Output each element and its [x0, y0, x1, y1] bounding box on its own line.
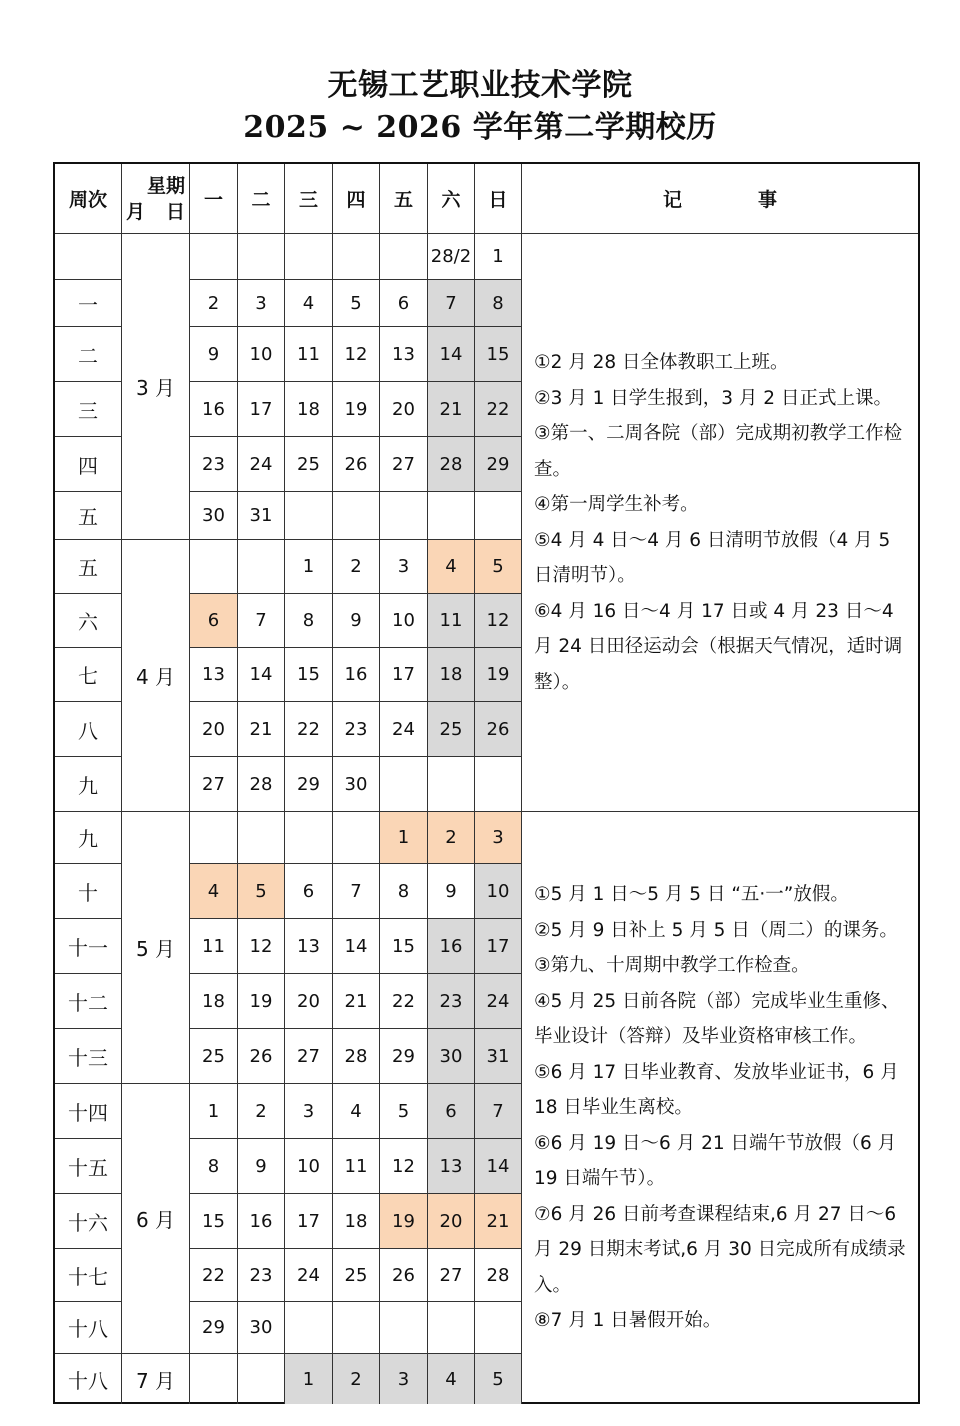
date-cell-mon: 18	[190, 974, 238, 1029]
date-cell-fri: 19	[380, 1194, 428, 1249]
date-cell-mon	[190, 1354, 238, 1404]
date-cell-wed: 29	[285, 757, 333, 812]
date-cell-thu: 5	[333, 280, 380, 327]
date-cell-wed: 20	[285, 974, 333, 1029]
date-cell-thu	[333, 1302, 380, 1354]
date-cell-sun: 24	[475, 974, 522, 1029]
header-corner-cell	[122, 164, 190, 234]
date-cell-fri: 1	[380, 812, 428, 864]
date-cell-thu: 7	[333, 864, 380, 919]
date-cell-sat: 2	[428, 812, 475, 864]
date-cell-thu: 25	[333, 1249, 380, 1302]
week-number-cell	[55, 234, 122, 280]
memo-note-item: ④第一周学生补考。	[534, 494, 699, 515]
memo-note-item: ⑦6 月 26 日前考查课程结束,6 月 27 日～6 月 29 日期末考试,6 月 30 日完成所有成绩录入。	[534, 1203, 906, 1296]
memo-note-item: ⑧7 月 1 日暑假开始。	[534, 1310, 722, 1332]
week-number-cell: 五	[55, 540, 122, 594]
date-cell-fri	[380, 1302, 428, 1354]
semester-calendar-title: 2025 ~ 2026 学年第二学期校历	[243, 110, 717, 145]
date-cell-mon	[190, 812, 238, 864]
week-number-cell: 十六	[55, 1194, 122, 1249]
date-cell-sun	[475, 757, 522, 812]
date-cell-tue: 12	[238, 919, 285, 974]
date-cell-sun: 29	[475, 437, 522, 492]
date-cell-tue: 16	[238, 1194, 285, 1249]
date-cell-tue: 19	[238, 974, 285, 1029]
date-cell-sat: 30	[428, 1029, 475, 1084]
date-cell-mon: 23	[190, 437, 238, 492]
date-cell-thu: 12	[333, 327, 380, 382]
date-cell-mon: 4	[190, 864, 238, 919]
date-cell-wed	[285, 812, 333, 864]
date-cell-thu: 14	[333, 919, 380, 974]
date-cell-fri: 29	[380, 1029, 428, 1084]
date-cell-wed: 1	[285, 540, 333, 594]
header-weekday-label: 星期	[146, 174, 185, 197]
week-number-cell: 八	[55, 702, 122, 757]
date-cell-thu: 21	[333, 974, 380, 1029]
date-cell-wed: 6	[285, 864, 333, 919]
date-cell-tue: 7	[238, 594, 285, 648]
date-cell-fri: 6	[380, 280, 428, 327]
week-number-cell: 九	[55, 812, 122, 864]
date-cell-sat	[428, 492, 475, 540]
date-cell-sun: 5	[475, 540, 522, 594]
date-cell-tue: 23	[238, 1249, 285, 1302]
header-week-column: 周次	[55, 164, 122, 234]
header-memo-char-1: 记	[662, 189, 682, 211]
date-cell-fri: 24	[380, 702, 428, 757]
date-cell-tue: 9	[238, 1139, 285, 1194]
memo-notes-block	[522, 812, 918, 1404]
date-cell-wed: 18	[285, 382, 333, 437]
month-label-cell: 3 月	[122, 234, 190, 540]
date-cell-wed: 3	[285, 1084, 333, 1139]
date-cell-sun: 22	[475, 382, 522, 437]
date-cell-sat: 28	[428, 437, 475, 492]
date-cell-tue: 26	[238, 1029, 285, 1084]
date-cell-wed	[285, 234, 333, 280]
date-cell-wed: 22	[285, 702, 333, 757]
date-cell-fri	[380, 757, 428, 812]
date-cell-fri	[380, 234, 428, 280]
date-cell-mon: 29	[190, 1302, 238, 1354]
memo-note-item: ①2 月 28 日全体教职工上班。	[534, 352, 789, 373]
date-cell-tue: 17	[238, 382, 285, 437]
date-cell-mon	[190, 234, 238, 280]
date-cell-sun	[475, 492, 522, 540]
header-day-wed: 三	[285, 164, 333, 234]
week-number-cell: 七	[55, 648, 122, 702]
date-cell-sat: 23	[428, 974, 475, 1029]
week-number-cell: 三	[55, 382, 122, 437]
date-cell-fri: 15	[380, 919, 428, 974]
date-cell-sun: 14	[475, 1139, 522, 1194]
date-cell-sat	[428, 1302, 475, 1354]
date-cell-sat: 25	[428, 702, 475, 757]
date-cell-mon: 13	[190, 648, 238, 702]
header-day-sun: 日	[475, 164, 522, 234]
date-cell-mon: 25	[190, 1029, 238, 1084]
date-cell-thu: 16	[333, 648, 380, 702]
date-cell-mon: 15	[190, 1194, 238, 1249]
week-number-cell: 四	[55, 437, 122, 492]
date-cell-mon: 6	[190, 594, 238, 648]
date-cell-tue: 28	[238, 757, 285, 812]
date-cell-tue	[238, 812, 285, 864]
date-cell-mon: 1	[190, 1084, 238, 1139]
date-cell-sun: 3	[475, 812, 522, 864]
memo-note-item: ④5 月 25 日前各院（部）完成毕业生重修、毕业设计（答辩）及毕业资格审核工作。	[534, 990, 900, 1048]
date-cell-sun	[475, 1302, 522, 1354]
memo-notes-block	[522, 234, 918, 812]
header-day-fri: 五	[380, 164, 428, 234]
date-cell-thu: 2	[333, 1354, 380, 1404]
date-cell-fri: 22	[380, 974, 428, 1029]
date-cell-sat	[428, 757, 475, 812]
date-cell-sun: 8	[475, 280, 522, 327]
date-cell-mon	[190, 540, 238, 594]
week-number-cell: 十八	[55, 1302, 122, 1354]
date-cell-wed: 1	[285, 1354, 333, 1404]
memo-note-item: ②5 月 9 日补上 5 月 5 日（周二）的课务。	[534, 919, 898, 941]
date-cell-sun: 1	[475, 234, 522, 280]
date-cell-wed: 17	[285, 1194, 333, 1249]
date-cell-tue	[238, 1354, 285, 1404]
week-number-cell: 六	[55, 594, 122, 648]
header-day-tue: 二	[238, 164, 285, 234]
date-cell-fri: 10	[380, 594, 428, 648]
date-cell-thu: 18	[333, 1194, 380, 1249]
week-number-cell: 十	[55, 864, 122, 919]
date-cell-tue: 24	[238, 437, 285, 492]
memo-note-item: ③第一、二周各院（部）完成期初教学工作检查。	[534, 423, 903, 480]
date-cell-tue: 31	[238, 492, 285, 540]
date-cell-wed	[285, 1302, 333, 1354]
date-cell-thu: 11	[333, 1139, 380, 1194]
date-cell-mon: 30	[190, 492, 238, 540]
week-number-cell: 十四	[55, 1084, 122, 1139]
date-cell-sun: 21	[475, 1194, 522, 1249]
date-cell-thu	[333, 812, 380, 864]
date-cell-thu: 26	[333, 437, 380, 492]
date-cell-thu: 23	[333, 702, 380, 757]
date-cell-sat: 16	[428, 919, 475, 974]
month-label-cell: 4 月	[122, 540, 190, 812]
date-cell-wed: 27	[285, 1029, 333, 1084]
date-cell-wed	[285, 492, 333, 540]
date-cell-mon: 20	[190, 702, 238, 757]
date-cell-fri: 20	[380, 382, 428, 437]
date-cell-tue: 2	[238, 1084, 285, 1139]
date-cell-sun: 10	[475, 864, 522, 919]
date-cell-sat: 18	[428, 648, 475, 702]
week-number-cell: 十三	[55, 1029, 122, 1084]
date-cell-tue: 14	[238, 648, 285, 702]
week-number-cell: 九	[55, 757, 122, 812]
week-number-cell: 十五	[55, 1139, 122, 1194]
date-cell-sun: 7	[475, 1084, 522, 1139]
date-cell-sat: 6	[428, 1084, 475, 1139]
memo-note-item: ⑥4 月 16 日～4 月 17 日或 4 月 23 日～4 月 24 日田径运动会（根据天气情况，适时调整）。	[534, 600, 903, 693]
header-memo-char-2: 事	[758, 189, 778, 211]
date-cell-fri: 13	[380, 327, 428, 382]
header-day-mon: 一	[190, 164, 238, 234]
date-cell-sat: 20	[428, 1194, 475, 1249]
date-cell-tue: 5	[238, 864, 285, 919]
date-cell-thu: 30	[333, 757, 380, 812]
date-cell-fri: 3	[380, 1354, 428, 1404]
date-cell-thu: 2	[333, 540, 380, 594]
header-day-thu: 四	[333, 164, 380, 234]
date-cell-mon: 11	[190, 919, 238, 974]
date-cell-sun: 26	[475, 702, 522, 757]
date-cell-thu: 9	[333, 594, 380, 648]
date-cell-sat: 13	[428, 1139, 475, 1194]
memo-note-item: ⑤4 月 4 日～4 月 6 日清明节放假（4 月 5 日清明节）。	[534, 529, 891, 586]
date-cell-sat: 21	[428, 382, 475, 437]
date-cell-fri: 12	[380, 1139, 428, 1194]
date-cell-sat: 9	[428, 864, 475, 919]
date-cell-fri: 27	[380, 437, 428, 492]
date-cell-sun: 31	[475, 1029, 522, 1084]
date-cell-wed: 10	[285, 1139, 333, 1194]
date-cell-sat: 4	[428, 540, 475, 594]
week-number-cell: 五	[55, 492, 122, 540]
week-number-cell: 十二	[55, 974, 122, 1029]
date-cell-wed: 15	[285, 648, 333, 702]
date-cell-wed: 11	[285, 327, 333, 382]
date-cell-mon: 27	[190, 757, 238, 812]
date-cell-wed: 25	[285, 437, 333, 492]
header-month-label: 月	[126, 200, 146, 223]
date-cell-thu: 19	[333, 382, 380, 437]
date-cell-fri: 3	[380, 540, 428, 594]
date-cell-sun: 5	[475, 1354, 522, 1404]
date-cell-thu	[333, 492, 380, 540]
memo-note-item: ②3 月 1 日学生报到，3 月 2 日正式上课。	[534, 387, 892, 409]
month-label-cell: 6 月	[122, 1084, 190, 1354]
date-cell-tue: 10	[238, 327, 285, 382]
date-cell-mon: 8	[190, 1139, 238, 1194]
memo-note-item: ③第九、十周期中教学工作检查。	[534, 955, 810, 977]
date-cell-sun: 17	[475, 919, 522, 974]
date-cell-thu	[333, 234, 380, 280]
date-cell-sun: 28	[475, 1249, 522, 1302]
date-cell-tue	[238, 234, 285, 280]
date-cell-wed: 13	[285, 919, 333, 974]
date-cell-wed: 8	[285, 594, 333, 648]
date-cell-sat: 7	[428, 280, 475, 327]
week-number-cell: 十八	[55, 1354, 122, 1404]
memo-note-item: ①5 月 1 日～5 月 5 日 “五·一”放假。	[534, 884, 849, 906]
memo-note-item: ⑥6 月 19 日～6 月 21 日端午节放假（6 月 19 日端午节）。	[534, 1132, 897, 1190]
week-number-cell: 一	[55, 280, 122, 327]
date-cell-fri: 8	[380, 864, 428, 919]
month-label-cell: 5 月	[122, 812, 190, 1084]
date-cell-sat: 11	[428, 594, 475, 648]
month-label-cell: 7 月	[122, 1354, 190, 1404]
week-number-cell: 十七	[55, 1249, 122, 1302]
date-cell-sun: 12	[475, 594, 522, 648]
date-cell-sat: 28/2	[428, 234, 475, 280]
date-cell-sat: 14	[428, 327, 475, 382]
date-cell-mon: 2	[190, 280, 238, 327]
date-cell-sun: 19	[475, 648, 522, 702]
date-cell-fri: 26	[380, 1249, 428, 1302]
header-day-sat: 六	[428, 164, 475, 234]
date-cell-mon: 9	[190, 327, 238, 382]
date-cell-fri: 5	[380, 1084, 428, 1139]
school-calendar-table	[53, 162, 920, 1404]
week-number-cell: 二	[55, 327, 122, 382]
date-cell-fri: 17	[380, 648, 428, 702]
date-cell-sat: 4	[428, 1354, 475, 1404]
date-cell-fri	[380, 492, 428, 540]
date-cell-sat: 27	[428, 1249, 475, 1302]
date-cell-wed: 4	[285, 280, 333, 327]
week-number-cell: 十一	[55, 919, 122, 974]
date-cell-wed: 24	[285, 1249, 333, 1302]
date-cell-mon: 16	[190, 382, 238, 437]
date-cell-tue: 30	[238, 1302, 285, 1354]
date-cell-thu: 28	[333, 1029, 380, 1084]
date-cell-tue	[238, 540, 285, 594]
memo-note-item: ⑤6 月 17 日毕业教育、发放毕业证书，6 月 18 日毕业生离校。	[534, 1061, 899, 1119]
date-cell-tue: 3	[238, 280, 285, 327]
date-cell-mon: 22	[190, 1249, 238, 1302]
date-cell-sun: 15	[475, 327, 522, 382]
header-memo	[522, 164, 918, 234]
header-day-label: 日	[165, 200, 185, 223]
school-name-title: 无锡工艺职业技术学院	[327, 68, 633, 103]
date-cell-tue: 21	[238, 702, 285, 757]
date-cell-thu: 4	[333, 1084, 380, 1139]
